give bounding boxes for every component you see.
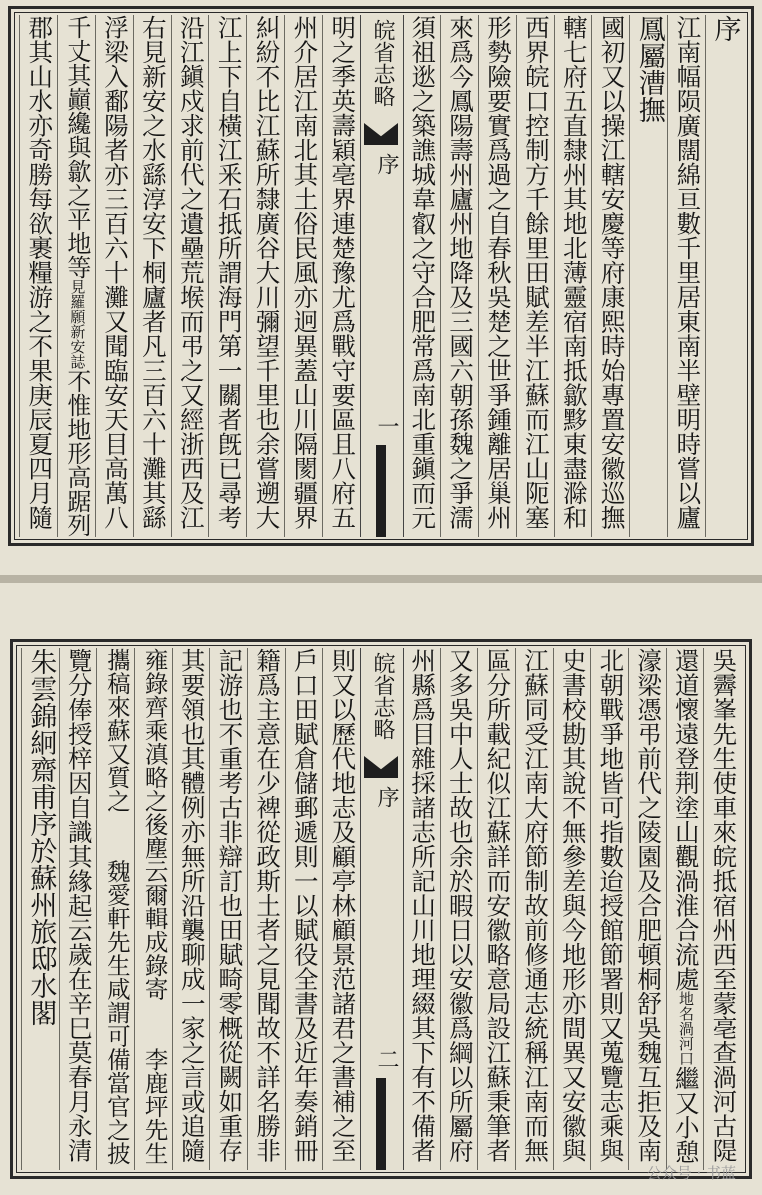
text-column <box>553 648 592 1170</box>
column-text-continued: 繼又小憩 <box>671 1066 701 1164</box>
fishtail-mark <box>364 123 398 145</box>
text-column <box>402 15 441 537</box>
column-text: 千丈其巓纔與歙之平地等 <box>62 15 91 279</box>
text-column <box>21 648 60 1170</box>
column-text: 戶口田賦倉儲郵遞則一以賦役全書及近年奏銷冊 <box>290 648 320 1163</box>
column-text: 轄七府五直隸州其地北薄靈宿南抵歙黟東盡滁和 <box>559 15 589 530</box>
page-1 <box>0 0 762 575</box>
column-text: 還道懷遠登荆塗山觀渦淮合流處 <box>671 648 701 991</box>
text-column <box>172 648 211 1170</box>
column-text: 史書校勘其說不無參差與今地形亦間異又安徽與 <box>558 648 588 1163</box>
column-text: 國初又以操江轄安慶等府康熙時始專置安徽巡撫 <box>597 15 627 530</box>
fishtail-bar <box>376 445 386 537</box>
page-1-text-block <box>19 15 743 537</box>
column-text: 明之季英壽穎亳界連楚豫尤爲戰守要區且八府五 <box>328 15 358 530</box>
page-2 <box>0 583 762 1195</box>
column-text: 須祖逖之築譙城韋叡之守合肥常爲南北重鎭而元 <box>408 15 438 530</box>
section-label: 序 <box>374 786 399 808</box>
column-text: 雍錄齊乘滇略之後塵云爾輯成錄寄 李鹿坪先生 <box>140 648 169 1165</box>
column-text: 江上下自橫江釆石抵所謂海門第一關者旣已尋考 <box>214 15 244 530</box>
book-title: 皖省志略 <box>370 652 395 740</box>
text-column <box>554 15 593 537</box>
text-column <box>171 15 210 537</box>
column-text: 籍爲主意在少裨從政斯土者之見聞故不詳名勝非 <box>253 648 283 1163</box>
fishtail-bar <box>376 1078 386 1170</box>
page-number: 二 <box>374 1048 399 1070</box>
text-column <box>629 15 668 537</box>
column-text: 郡其山水亦奇勝每欲裹糧游之不果庚辰夏四月隨 <box>25 15 55 530</box>
column-text: 糾紛不比江蘇所隸廣谷大川彌望千里也余嘗遡大 <box>252 15 282 530</box>
text-column <box>440 15 479 537</box>
column-text: 沿江鎭戍求前代之遺壘荒堠而弔之又經浙西及江 <box>176 15 206 530</box>
page-number: 一 <box>374 415 399 437</box>
column-text: 江蘇同受江南大府節制故前修通志統稱江南而無 <box>521 648 551 1163</box>
column-text: 來爲今鳳陽壽州廬州地降及三國六朝孫魏之爭濡 <box>446 15 476 530</box>
column-text: 覽分俸授梓因自識其緣起云歲在辛巳莫春月永清 <box>64 648 94 1163</box>
column-text: 江南幅陨廣闊綿亘數千里居東南半壁明時嘗以廬 <box>673 15 703 530</box>
centre-strip <box>360 15 404 537</box>
text-column <box>440 648 479 1170</box>
centre-strip <box>360 648 404 1170</box>
column-text: 州介居江南北其土俗民風亦迥異蓋山川隔閡疆界 <box>290 15 320 530</box>
column-text: 形勢險要實爲過之自春秋吳楚之世爭鍾離居巢州 <box>483 15 513 530</box>
text-column <box>209 648 248 1170</box>
text-column <box>705 15 744 537</box>
interlinear-note: 見羅願新安誌 <box>68 279 87 369</box>
page-1-frame <box>8 6 754 546</box>
text-column <box>478 15 517 537</box>
text-column <box>591 15 630 537</box>
column-text: 吳霽峯先生使車來皖抵宿州西至蒙亳查渦河古隄 <box>709 648 739 1163</box>
text-column <box>322 15 361 537</box>
column-text: 浮梁入鄱陽者亦三百六十灘又聞臨安天目高萬八 <box>100 15 130 530</box>
text-column <box>516 15 555 537</box>
text-column <box>666 648 705 1170</box>
column-text: 其要領也其體例亦無所沿襲聊成一家之言或追隨 <box>177 648 207 1163</box>
fishtail-mark <box>364 756 398 778</box>
column-text: 攜稿來蘇又質之 魏愛軒先生咸謂可備當官之披 <box>102 648 131 1165</box>
text-column <box>667 15 706 537</box>
text-column <box>590 648 629 1170</box>
text-column <box>477 648 516 1170</box>
column-text: 濠梁憑弔前代之陵園及合肥頓桐舒吳魏互拒及南 <box>634 648 664 1163</box>
text-column <box>703 648 742 1170</box>
column-text: 記游也不重考古非辯訂也田賦畸零概從闕如重存 <box>215 648 245 1163</box>
text-column <box>59 648 98 1170</box>
column-text: 州縣爲目雜採諸志所記山川地理綴其下有不備者 <box>408 648 438 1163</box>
column-text: 則又以歷代地志及顧亭林顧景范諸君之書補之至 <box>328 648 358 1163</box>
column-text: 序 <box>709 15 741 42</box>
text-column <box>285 648 324 1170</box>
column-text: 鳳屬漕撫 <box>633 15 665 123</box>
column-text: 北朝戰爭地皆可指數迨授館節署則又蒐覽志乘與 <box>596 648 626 1163</box>
text-column <box>246 15 285 537</box>
section-label: 序 <box>374 153 399 175</box>
text-column <box>96 648 135 1170</box>
page-2-frame <box>10 639 752 1179</box>
text-column <box>95 15 134 537</box>
text-column <box>628 648 667 1170</box>
text-column <box>57 15 96 537</box>
interlinear-note: 地名渦河口 <box>676 991 695 1066</box>
column-text: 西界皖口控制方千餘里田賦差半江蘇而江山阨塞 <box>521 15 551 530</box>
column-text: 區分所載紀似江蘇詳而安徽略意局設江蘇秉筆者 <box>483 648 513 1163</box>
watermark: 公众号 · 书蓝 <box>646 1164 736 1182</box>
page-divider <box>0 575 762 583</box>
text-column <box>133 15 172 537</box>
text-column <box>402 648 441 1170</box>
page-2-text-block <box>21 648 741 1170</box>
text-column <box>322 648 361 1170</box>
text-column <box>515 648 554 1170</box>
text-column <box>247 648 286 1170</box>
book-title: 皖省志略 <box>370 19 395 107</box>
column-text: 朱雲錦絅齋甫序於蘇州旅邸水閣 <box>25 648 57 1026</box>
text-column <box>284 15 323 537</box>
column-text: 右見新安之水繇淳安下桐廬者凡三百六十灘其繇 <box>138 15 168 530</box>
column-text-continued: 不惟地形高踞列 <box>62 369 91 537</box>
text-column <box>19 15 58 537</box>
text-column <box>134 648 173 1170</box>
column-text: 又多吳中人士故也余於暇日以安徽爲綱以所屬府 <box>445 648 475 1163</box>
text-column <box>208 15 247 537</box>
